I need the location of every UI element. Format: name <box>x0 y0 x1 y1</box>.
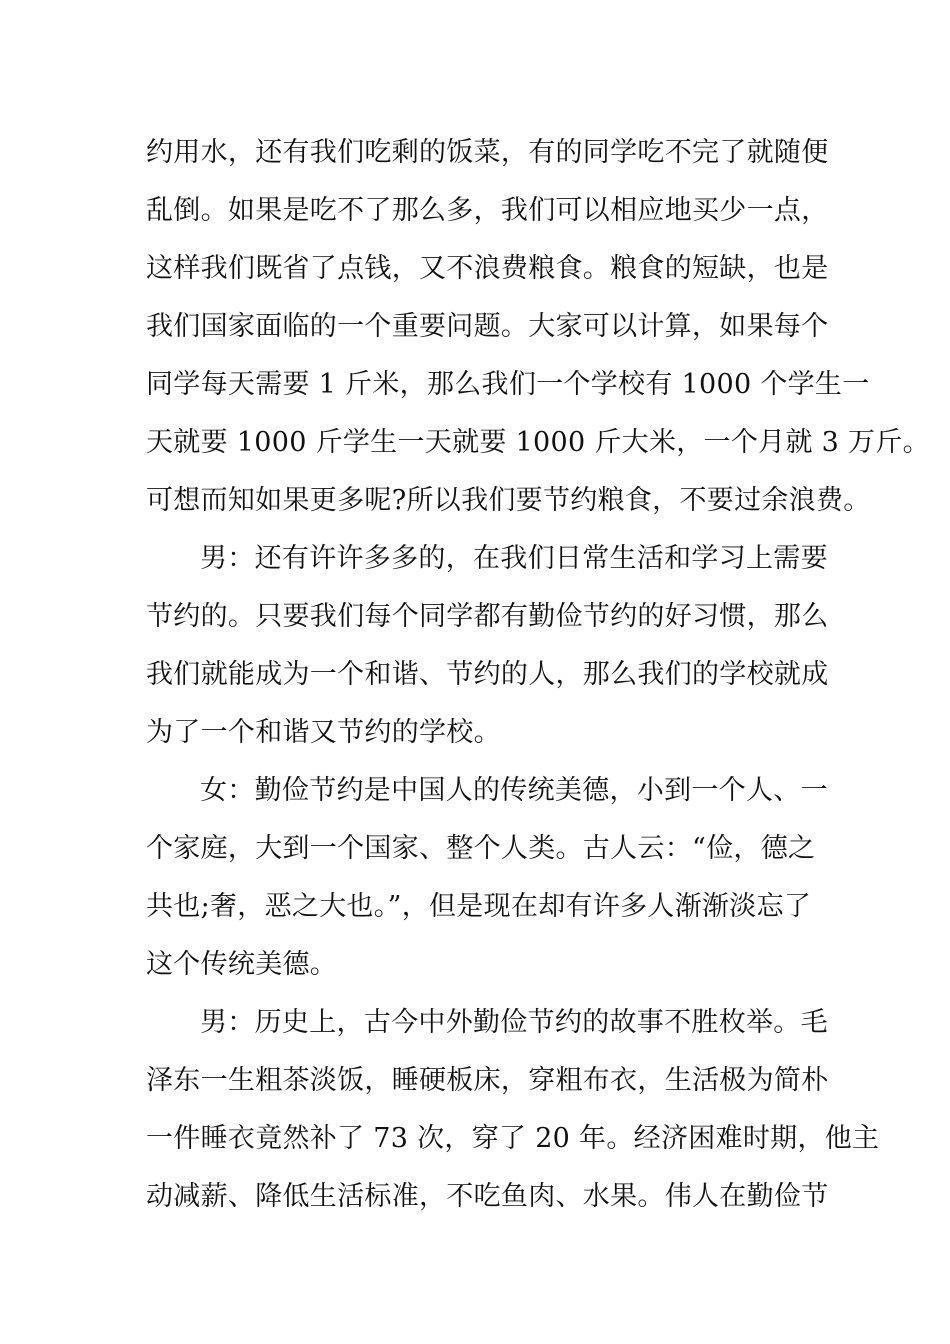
paragraph-start-line: 男：历史上，古今中外勤俭节约的故事不胜枚举。毛 <box>200 1007 828 1038</box>
body-text <box>146 124 930 1226</box>
text-line: 乱倒。如果是吃不了那么多，我们可以相应地买少一点， <box>146 195 829 226</box>
paragraph-start-line: 男：还有许许多多的，在我们日常生活和学习上需要 <box>200 543 828 574</box>
text-line: 泽东一生粗茶淡饭，睡硬板床，穿粗布衣，生活极为简朴 <box>146 1065 829 1096</box>
text-line: 这样我们既省了点钱，又不浪费粮食。粮食的短缺，也是 <box>146 253 829 284</box>
text-line: 共也;奢，恶之大也。”，但是现在却有许多人渐渐淡忘了 <box>146 891 812 922</box>
text-line: 约用水，还有我们吃剩的饭菜，有的同学吃不完了就随便 <box>146 137 829 168</box>
text-line: 节约的。只要我们每个同学都有勤俭节约的好习惯，那么 <box>146 601 829 632</box>
text-line: 动减薪、降低生活标准，不吃鱼肉、水果。伟人在勤俭节 <box>146 1181 829 1212</box>
text-line: 一件睡衣竟然补了 73 次，穿了 20 年。经济困难时期，他主 <box>146 1123 880 1154</box>
text-line: 同学每天需要 1 斤米，那么我们一个学校有 1000 个学生一 <box>146 369 870 400</box>
text-line: 为了一个和谐又节约的学校。 <box>146 717 501 748</box>
paragraph-start-line: 女：勤俭节约是中国人的传统美德，小到一个人、一 <box>200 775 828 806</box>
text-line: 我们国家面临的一个重要问题。大家可以计算，如果每个 <box>146 311 829 342</box>
text-line: 可想而知如果更多呢?所以我们要节约粮食，不要过余浪费。 <box>146 485 871 516</box>
text-line: 天就要 1000 斤学生一天就要 1000 斤大米，一个月就 3 万斤。 <box>146 427 930 458</box>
text-line: 这个传统美德。 <box>146 949 338 980</box>
text-line: 我们就能成为一个和谐、节约的人，那么我们的学校就成 <box>146 659 829 690</box>
text-line: 个家庭，大到一个国家、整个人类。古人云：“俭，德之 <box>146 833 816 864</box>
